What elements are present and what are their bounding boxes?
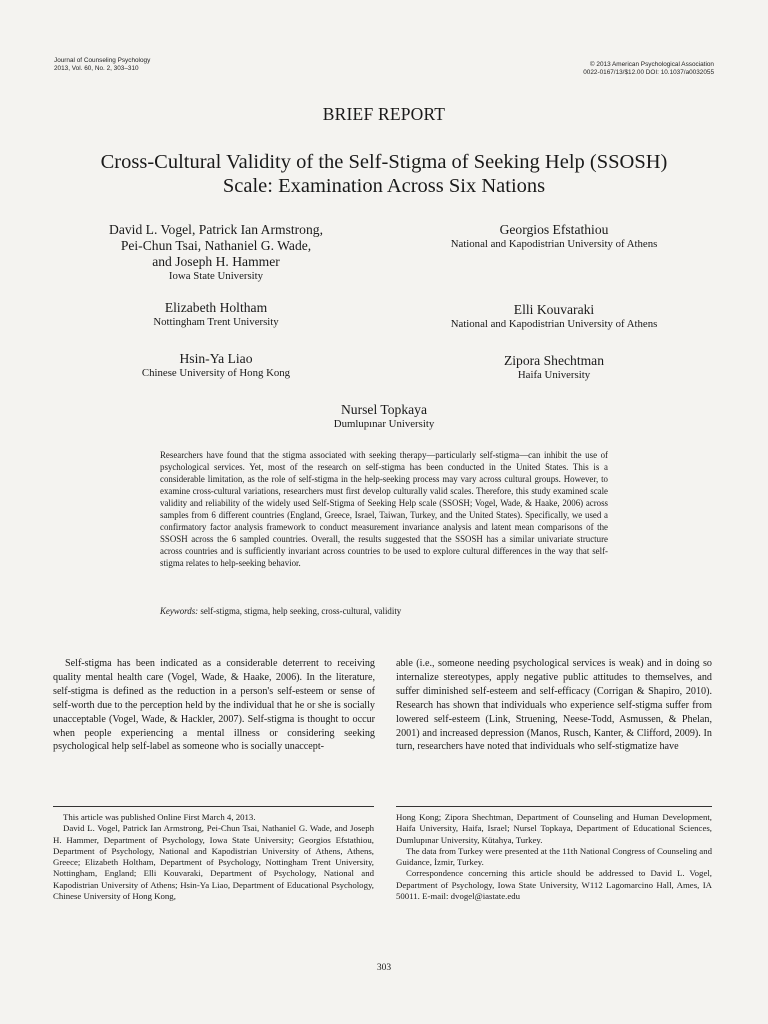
keywords-label: Keywords: [160,606,199,616]
footnote-affiliations: David L. Vogel, Patrick Ian Armstrong, Pei-Chun Tsai, Nathaniel G. Wade, and Joseph H. Hammer, Department of Psychology, Iowa State University; Georgios Efstathiou, Department of Psychology, National and Kapodistrian University of Athens, Athens, Greece; Elizabeth Holtham, Department of Psychology, Nottingham Trent University, Nottingham, England; Elli Kouvaraki, Department of Psychology, National and Kapodistrian University of Athens; Hsin-Ya Liao, Department of Educational Psychology, Chinese University of Hong Kong, [53,823,374,902]
author-name: Georgios Efstathiou [499,222,609,237]
body-column-left: Self-stigma has been indicated as a considerable deterrent to receiving quality mental health care (Vogel, Wade, & Haake, 2006). In the literature, self-stigma is defined as the reduction in a person's self-esteem or sense of self-worth due to the perception held by the individual that he or she is socially unacceptable (Vogel, Wade, & Hackler, 2007). Self-stigma is thought to occur when people experiencing a mental illness or considering seeking psychological help self-label as someone who is socially unaccept- [53,658,375,753]
copyright-line: © 2013 American Psychological Association [589,61,714,68]
footnotes-left [53,812,374,902]
author-name: Elizabeth Holtham [164,300,268,315]
author-names: Pei-Chun Tsai, Nathaniel G. Wade, [120,238,312,253]
journal-volume: 2013, Vol. 60, No. 2, 303–310 [54,65,139,72]
author-name: Hsin-Ya Liao [179,351,253,366]
author-affiliation: Nottingham Trent University [153,316,279,328]
author-affiliation: National and Kapodistrian University of Athens [450,318,658,330]
page-number: 303 [376,963,392,973]
footnote-correspondence: Correspondence concerning this article should be addressed to David L. Vogel, Department of Psychology, Iowa State University, W112 Lagomarcino Hall, Ames, IA 50011. E-mail: dvogel@iastate.edu [396,868,712,902]
author-affiliation: Chinese University of Hong Kong [141,367,291,379]
author-names: and Joseph H. Hammer [152,254,280,269]
title-line-2: Scale: Examination Across Six Nations [222,175,546,197]
author-affiliation: Haifa University [517,369,591,381]
author-group-4 [404,302,704,331]
author-names: David L. Vogel, Patrick Ian Armstrong, [109,222,323,237]
footnote-divider-right [396,806,712,807]
author-name: Nursel Topkaya [340,402,427,417]
author-affiliation: Dumlupınar University [333,418,435,430]
author-group-3 [66,300,366,329]
article-title [40,150,728,198]
copyright-header [583,61,714,77]
author-name: Zipora Shechtman [503,353,605,368]
body-column-right: able (i.e., someone needing psychological services is weak) and in doing so internalize stereotypes, apply negative public attitudes to themselves, and suffer diminished self-esteem and self-efficacy (Corrigan & Shapiro, 2010). Research has shown that individuals who experience self-stigma suffer from lowered self-esteem (Link, Struening, Neese-Todd, Asmussen, & Phelan, 2001) and increased depression (Manos, Rusch, Kanter, & Clifford, 2009). In turn, researchers have noted that individuals who self-stigmatize have [396,658,712,753]
author-affiliation: National and Kapodistrian University of Athens [450,238,658,250]
author-group-5 [66,351,366,380]
footnotes-right [396,812,712,902]
footnote-divider-left [53,806,374,807]
keywords-list: self-stigma, stigma, help seeking, cross-cultural, validity [200,606,402,616]
author-affiliation: Iowa State University [168,270,264,282]
journal-name: Journal of Counseling Psychology [54,57,151,64]
footnote-publication: This article was published Online First March 4, 2013. [63,812,256,822]
author-group-2 [404,222,704,251]
footnote-affiliations-cont: Hong Kong; Zipora Shechtman, Department of Counseling and Human Development, Haifa University, Haifa, Israel; Nursel Topkaya, Department of Educational Sciences, Dumlupınar University, Kütahya, Turkey. [396,812,712,845]
author-name: Elli Kouvaraki [513,302,595,317]
doi-line: 0022-0167/13/$12.00 DOI: 10.1037/a0032055 [583,69,714,76]
section-label: BRIEF REPORT [322,104,446,124]
footnote-presentation: The data from Turkey were presented at the 11th National Congress of Counseling and Guidance, İzmir, Turkey. [396,845,712,868]
author-group-1 [66,222,366,283]
keywords [160,605,608,617]
author-group-7 [234,402,534,431]
abstract: Researchers have found that the stigma associated with seeking therapy—particularly self-stigma—can inhibit the use of psychological services. Yet, most of the research on self-stigma has been conducted in the United States. This is a considerable limitation, as the role of self-stigma in the help-seeking process may vary across cultural groups. However, to examine cross-cultural variations, researchers must first develop culturally valid scales. Therefore, this study examined scale validity and reliability of the widely used Self-Stigma of Seeking Help scale (SSOSH; Vogel, Wade, & Haake, 2006) across samples from 6 different countries (England, Greece, Israel, Taiwan, Turkey, and the United States). Specifically, we used a confirmatory factor analysis framework to conduct measurement invariance analysis and latent mean comparisons of the SSOSH across the 6 sampled countries. Overall, the results suggested that the SSOSH has a similar univariate structure across countries and is sufficiently invariant across countries to be used to explore cultural differences in the way that self-stigma relates to help-seeking behavior. [160,450,608,568]
journal-header [54,57,150,73]
author-group-6 [404,353,704,382]
title-line-1: Cross-Cultural Validity of the Self-Stigma of Seeking Help (SSOSH) [100,151,668,173]
